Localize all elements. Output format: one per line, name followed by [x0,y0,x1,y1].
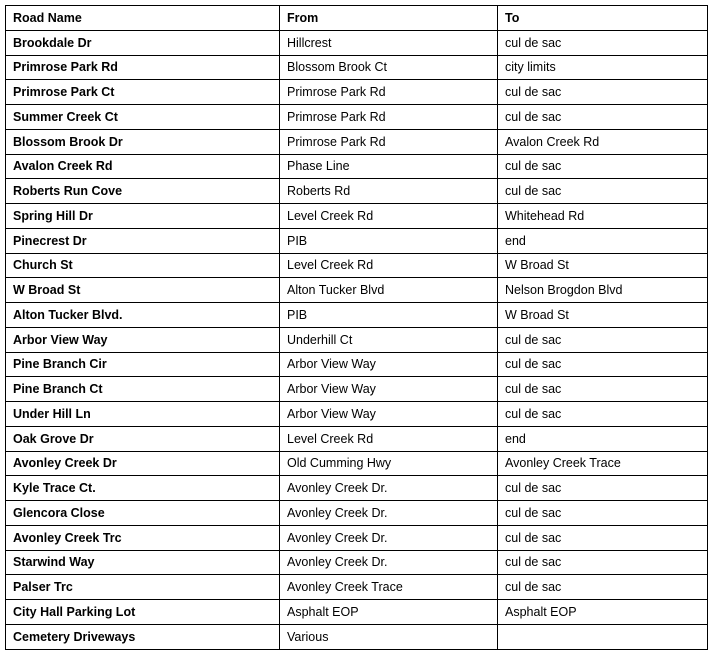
to-cell: cul de sac [498,327,708,352]
road-name-cell: Primrose Park Ct [6,80,280,105]
road-name-cell: Primrose Park Rd [6,55,280,80]
from-cell: PIB [280,228,498,253]
to-cell: Nelson Brogdon Blvd [498,278,708,303]
to-cell: cul de sac [498,476,708,501]
road-name-cell: Pine Branch Cir [6,352,280,377]
from-cell: PIB [280,303,498,328]
from-cell: Level Creek Rd [280,204,498,229]
table-row [6,204,708,229]
column-header-to: To [498,6,708,31]
from-cell: Level Creek Rd [280,253,498,278]
table-row [6,105,708,130]
column-header-road-name: Road Name [6,6,280,31]
from-cell: Arbor View Way [280,352,498,377]
table-row [6,476,708,501]
table-row [6,327,708,352]
road-name-cell: Starwind Way [6,550,280,575]
from-cell: Asphalt EOP [280,600,498,625]
from-cell: Primrose Park Rd [280,105,498,130]
road-name-cell: Arbor View Way [6,327,280,352]
to-cell: cul de sac [498,154,708,179]
from-cell: Phase Line [280,154,498,179]
table-row [6,129,708,154]
road-name-cell: W Broad St [6,278,280,303]
from-cell: Blossom Brook Ct [280,55,498,80]
table-row [6,426,708,451]
to-cell: cul de sac [498,352,708,377]
to-cell: cul de sac [498,80,708,105]
road-name-cell: City Hall Parking Lot [6,600,280,625]
road-name-cell: Pine Branch Ct [6,377,280,402]
from-cell: Avonley Creek Trace [280,575,498,600]
from-cell: Roberts Rd [280,179,498,204]
road-name-cell: Blossom Brook Dr [6,129,280,154]
to-cell: W Broad St [498,303,708,328]
table-row [6,352,708,377]
to-cell: Asphalt EOP [498,600,708,625]
road-name-cell: Oak Grove Dr [6,426,280,451]
table-row [6,624,708,649]
to-cell [498,624,708,649]
road-name-cell: Alton Tucker Blvd. [6,303,280,328]
from-cell: Avonley Creek Dr. [280,476,498,501]
to-cell: cul de sac [498,575,708,600]
to-cell: Avalon Creek Rd [498,129,708,154]
table-header-row [6,6,708,31]
table-row [6,525,708,550]
road-name-cell: Avalon Creek Rd [6,154,280,179]
table-row [6,451,708,476]
from-cell: Underhill Ct [280,327,498,352]
from-cell: Avonley Creek Dr. [280,525,498,550]
table-row [6,80,708,105]
to-cell: W Broad St [498,253,708,278]
table-row [6,278,708,303]
to-cell: end [498,228,708,253]
road-name-cell: Summer Creek Ct [6,105,280,130]
table-row [6,30,708,55]
table-row [6,575,708,600]
to-cell: cul de sac [498,402,708,427]
to-cell: city limits [498,55,708,80]
from-cell: Primrose Park Rd [280,129,498,154]
road-name-cell: Spring Hill Dr [6,204,280,229]
road-name-cell: Palser Trc [6,575,280,600]
from-cell: Level Creek Rd [280,426,498,451]
road-name-cell: Kyle Trace Ct. [6,476,280,501]
road-name-cell: Pinecrest Dr [6,228,280,253]
table-row [6,253,708,278]
to-cell: cul de sac [498,30,708,55]
column-header-from: From [280,6,498,31]
road-name-cell: Roberts Run Cove [6,179,280,204]
road-name-cell: Cemetery Driveways [6,624,280,649]
from-cell: Old Cumming Hwy [280,451,498,476]
table-row [6,402,708,427]
from-cell: Various [280,624,498,649]
table-row [6,600,708,625]
to-cell: cul de sac [498,105,708,130]
from-cell: Arbor View Way [280,402,498,427]
table-row [6,377,708,402]
road-name-cell: Under Hill Ln [6,402,280,427]
road-table [5,5,708,650]
table-row [6,55,708,80]
to-cell: Whitehead Rd [498,204,708,229]
table-row [6,179,708,204]
from-cell: Alton Tucker Blvd [280,278,498,303]
to-cell: cul de sac [498,377,708,402]
table-row [6,303,708,328]
to-cell: cul de sac [498,179,708,204]
table-row [6,501,708,526]
table-body [6,30,708,649]
from-cell: Avonley Creek Dr. [280,501,498,526]
to-cell: cul de sac [498,501,708,526]
to-cell: Avonley Creek Trace [498,451,708,476]
table-row [6,550,708,575]
from-cell: Arbor View Way [280,377,498,402]
road-name-cell: Avonley Creek Trc [6,525,280,550]
from-cell: Primrose Park Rd [280,80,498,105]
road-name-cell: Glencora Close [6,501,280,526]
from-cell: Hillcrest [280,30,498,55]
table-row [6,228,708,253]
table-row [6,154,708,179]
road-name-cell: Church St [6,253,280,278]
from-cell: Avonley Creek Dr. [280,550,498,575]
road-name-cell: Avonley Creek Dr [6,451,280,476]
road-name-cell: Brookdale Dr [6,30,280,55]
to-cell: cul de sac [498,525,708,550]
to-cell: cul de sac [498,550,708,575]
to-cell: end [498,426,708,451]
